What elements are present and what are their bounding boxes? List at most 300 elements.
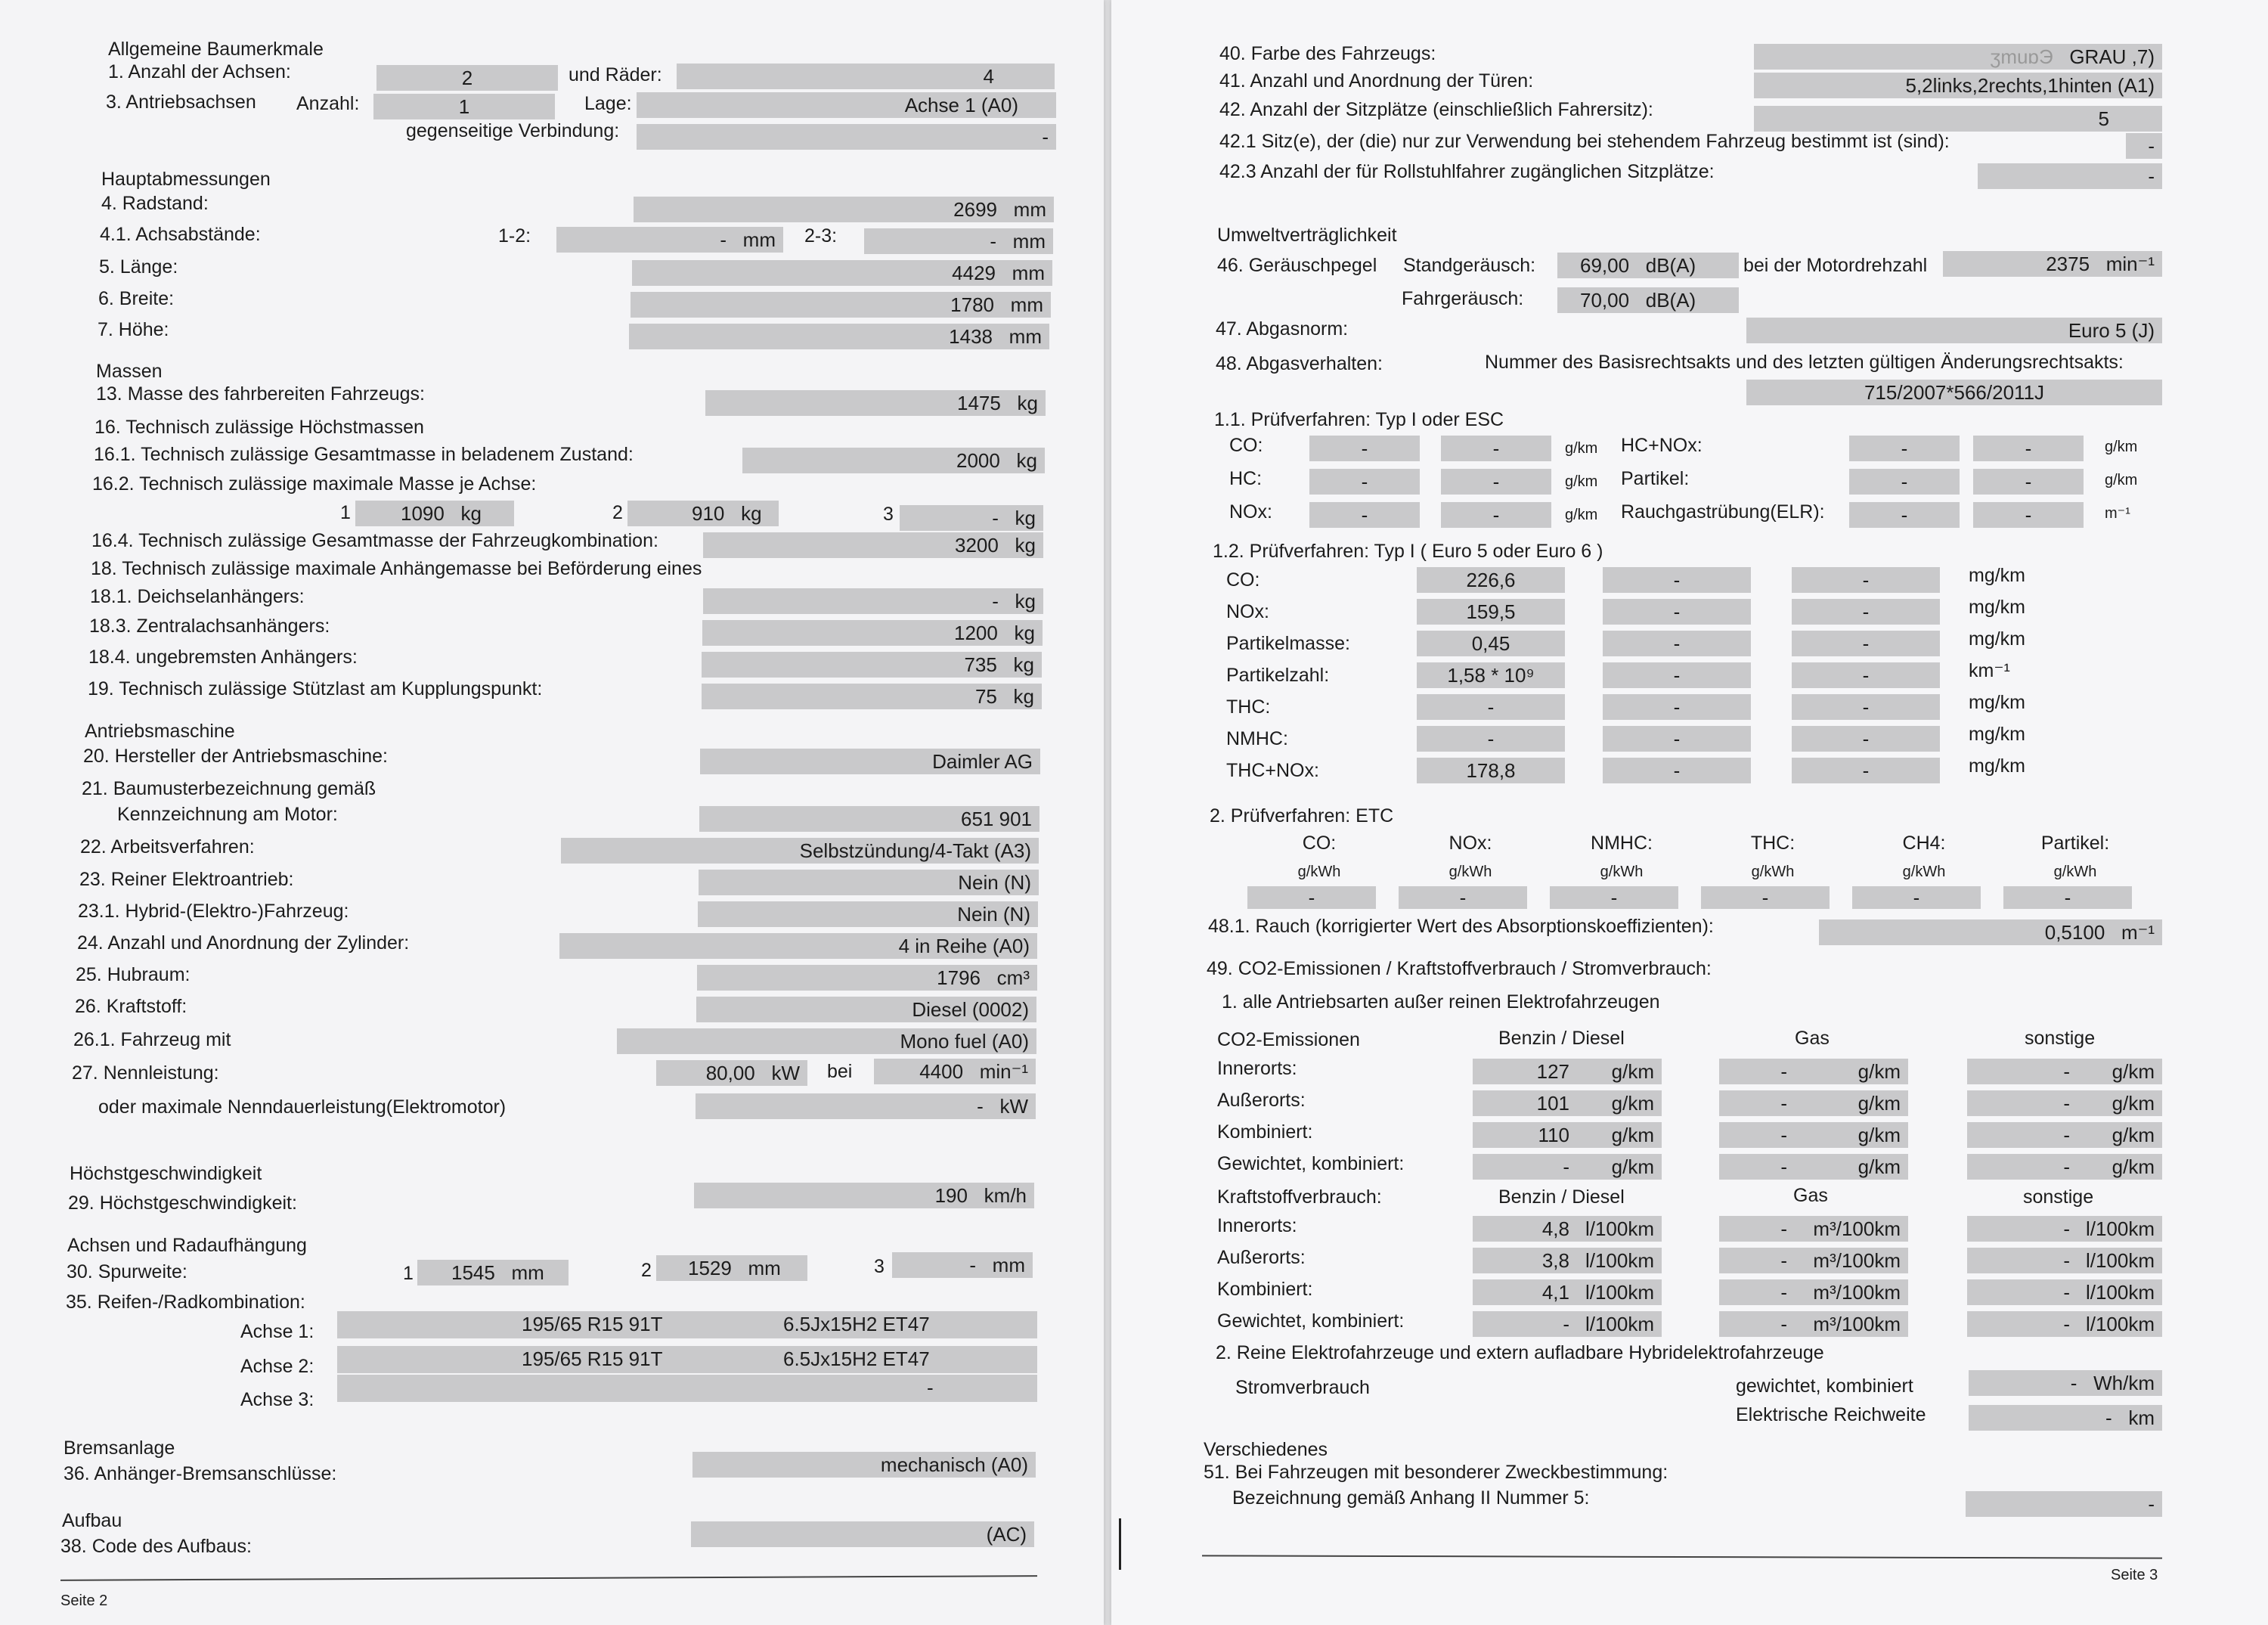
- field-7-number: 1438: [949, 325, 993, 348]
- field-183-unit: kg: [1014, 622, 1035, 644]
- fuel-heading: Kraftstoffverbrauch:: [1217, 1186, 1382, 1208]
- field-46-driving-value: [1557, 287, 1739, 313]
- field-27-rpm-unit: min⁻¹: [979, 1060, 1028, 1083]
- fuel-gas-unit: m³/100km: [1813, 1281, 1901, 1304]
- fuel-column-gas: Gas: [1793, 1185, 1828, 1206]
- axle-3-mass-unit: kg: [1015, 507, 1036, 529]
- fuel-gas-value: -: [1780, 1249, 1787, 1272]
- test-11-name: NOx:: [1229, 501, 1272, 523]
- fuel-gas-unit: m³/100km: [1813, 1249, 1901, 1272]
- test-etc-name: NMHC:: [1591, 833, 1653, 854]
- field-1-wheels-value: 4: [677, 64, 1055, 89]
- field-231-value: Nein (N): [698, 901, 1038, 927]
- field-27-rpm: [874, 1059, 1036, 1084]
- test-12-value: -: [1792, 694, 1940, 720]
- field-27-value: [656, 1060, 807, 1086]
- field-42-label: 42. Anzahl der Sitzplätze (einschließlich Fahrersitz):: [1219, 99, 1653, 120]
- section-brakes-heading: Bremsanlage: [64, 1437, 175, 1459]
- section-dimensions-heading: Hauptabmessungen: [101, 169, 271, 190]
- test-12-value: -: [1792, 599, 1940, 625]
- field-22-value: Selbstzündung/4-Takt (A3): [561, 838, 1039, 864]
- co2-other-value: -: [2063, 1092, 2070, 1115]
- field-22-label: 22. Arbeitsverfahren:: [80, 836, 255, 857]
- field-29-unit: km/h: [984, 1184, 1027, 1207]
- co2-name: Gewichtet, kombiniert:: [1217, 1153, 1405, 1174]
- test-12-value: 159,5: [1417, 599, 1565, 625]
- electric-range-unit: km: [2128, 1406, 2155, 1429]
- field-41-value-23: [864, 228, 1053, 254]
- field-41-span-12: 1-2:: [498, 225, 531, 247]
- field-4-label: 4. Radstand:: [101, 193, 209, 214]
- field-21-value: 651 901: [699, 806, 1040, 832]
- track-3-unit: mm: [992, 1254, 1025, 1276]
- co2-gas-unit: g/km: [1857, 1060, 1901, 1083]
- field-47-value: Euro 5 (J): [1746, 318, 2162, 343]
- axle-2-mass-number: 2: [612, 502, 623, 523]
- axle-1-tyre-label: Achse 1:: [240, 1321, 314, 1342]
- test-12-value: -: [1603, 758, 1751, 783]
- field-423-label: 42.3 Anzahl der für Rollstuhlfahrer zugänglichen Sitzplätze:: [1219, 161, 1715, 182]
- co2-benzin-value: 127: [1536, 1060, 1569, 1083]
- field-183-value: [702, 620, 1043, 646]
- co2-gas-cell: [1719, 1059, 1908, 1084]
- field-41-span-23: 2-3:: [804, 225, 838, 247]
- field-27-at-label: bei: [827, 1061, 853, 1082]
- co2-gas-value: -: [1780, 1155, 1787, 1178]
- field-164-value: [703, 532, 1043, 558]
- fuel-gas-cell: [1719, 1216, 1908, 1242]
- field-19-number: 75: [974, 685, 997, 708]
- test-12-unit: mg/km: [1969, 724, 2025, 745]
- co2-gas-cell: [1719, 1090, 1908, 1116]
- co2-other-value: -: [2063, 1124, 2070, 1146]
- field-421-label: 42.1 Sitz(e), der (die) nur zur Verwendung bei stehendem Fahrzeug bestimmt ist (sind):: [1219, 131, 1950, 152]
- co2-benzin-value: 110: [1538, 1124, 1569, 1146]
- field-40-value: [1754, 44, 2162, 70]
- co2-name: Innerorts:: [1217, 1058, 1297, 1079]
- field-3-position-label: Lage:: [584, 93, 632, 114]
- test-12-value: -: [1792, 726, 1940, 752]
- field-5-label: 5. Länge:: [99, 256, 178, 278]
- field-3-connection-label: gegenseitige Verbindung:: [406, 120, 620, 141]
- fuel-benzin-unit: l/100km: [1585, 1313, 1654, 1335]
- field-46-driving-label: Fahrgeräusch:: [1402, 288, 1524, 309]
- field-7-value: [629, 324, 1049, 349]
- field-27-rpm-number: 4400: [919, 1060, 964, 1083]
- track-1-value: [417, 1260, 569, 1285]
- electric-range-label: Elektrische Reichweite: [1736, 1404, 1926, 1425]
- track-1-number: 1: [403, 1263, 414, 1284]
- fuel-column-other: sonstige: [2023, 1186, 2094, 1208]
- test-etc-value: -: [1550, 886, 1678, 909]
- field-41-value: 5,2links,2rechts,1hinten (A1): [1754, 73, 2162, 98]
- field-161-unit: kg: [1016, 449, 1037, 472]
- field-25-label: 25. Hubraum:: [76, 964, 191, 985]
- fuel-other-value: -: [2063, 1249, 2070, 1272]
- fuel-gas-cell: [1719, 1279, 1908, 1305]
- fuel-benzin-cell: [1473, 1216, 1662, 1242]
- test-11-value: -: [1441, 469, 1551, 495]
- co2-gas-unit: g/km: [1857, 1124, 1901, 1146]
- field-40-faded-text: ʒmuɒЭ: [1990, 45, 2053, 68]
- field-261-value: Mono fuel (A0): [617, 1028, 1036, 1054]
- co2-benzin-cell: [1473, 1090, 1662, 1116]
- field-161-label: 16.1. Technisch zulässige Gesamtmasse in beladenem Zustand:: [94, 444, 634, 465]
- track-3-value: [892, 1252, 1033, 1278]
- field-3-label: 3. Antriebsachsen: [106, 91, 256, 113]
- test-etc-name: Partikel:: [2040, 833, 2110, 854]
- test-11-value-right: -: [1973, 436, 2084, 461]
- test-11-name-right: HC+NOx:: [1621, 435, 1703, 456]
- field-181-value: [703, 588, 1043, 614]
- co2-column-benzin-diesel: Benzin / Diesel: [1498, 1028, 1625, 1049]
- axle-3-tyre-value: -: [337, 1375, 1037, 1402]
- co2-benzin-unit: g/km: [1611, 1124, 1654, 1146]
- electric-weighted-label: gewichtet, kombiniert: [1736, 1375, 1913, 1397]
- field-181-label: 18.1. Deichselanhängers:: [90, 586, 305, 607]
- test-11-heading: 1.1. Prüfverfahren: Typ I oder ESC: [1214, 409, 1504, 430]
- axle-2-mass-amount: 910: [692, 502, 725, 525]
- axle-1-mass-value: [355, 501, 514, 526]
- left-page: [0, 0, 1104, 1625]
- axle-1-mass-number: 1: [340, 502, 351, 523]
- fuel-name: Innerorts:: [1217, 1215, 1297, 1236]
- section-misc-heading: Verschiedenes: [1204, 1439, 1328, 1460]
- test-12-value: -: [1792, 662, 1940, 688]
- test-12-name: THC:: [1226, 696, 1271, 718]
- test-12-value: -: [1792, 631, 1940, 656]
- test-etc-unit: g/kWh: [1600, 864, 1644, 880]
- field-5-value: [632, 260, 1052, 286]
- field-41-unit-12: mm: [742, 228, 776, 251]
- co2-gas-cell: [1719, 1122, 1908, 1148]
- field-19-unit: kg: [1013, 685, 1034, 708]
- test-12-name: NOx:: [1226, 601, 1269, 622]
- test-11-value: -: [1309, 436, 1420, 461]
- fuel-benzin-cell: [1473, 1311, 1662, 1337]
- field-27-number: 80,00: [705, 1062, 755, 1084]
- field-46-standing-label: Standgeräusch:: [1403, 255, 1536, 276]
- field-161-number: 2000: [956, 449, 1000, 472]
- field-181-number: -: [992, 590, 999, 612]
- field-3-connection-value: -: [637, 124, 1056, 150]
- axle-3-tyre-label: Achse 3:: [240, 1389, 314, 1410]
- fuel-gas-value: -: [1780, 1281, 1787, 1304]
- field-184-label: 18.4. ungebremsten Anhängers:: [88, 647, 358, 668]
- field-49-label: 49. CO2-Emissionen / Kraftstoffverbrauch / Stromverbrauch:: [1207, 958, 1712, 979]
- field-20-value: Daimler AG: [700, 749, 1040, 774]
- test-etc-unit: g/kWh: [1751, 864, 1795, 880]
- field-36-value: mechanisch (A0): [692, 1452, 1036, 1478]
- axle-3-mass-amount: -: [992, 507, 999, 529]
- axle-1-mass-amount: 1090: [401, 502, 445, 525]
- test-etc-unit: g/kWh: [1448, 864, 1492, 880]
- field-164-unit: kg: [1015, 534, 1036, 557]
- field-29-value: [694, 1183, 1034, 1208]
- co2-other-unit: g/km: [2112, 1124, 2155, 1146]
- section-environment-heading: Umweltverträglichkeit: [1217, 225, 1397, 246]
- fuel-other-cell: [1967, 1279, 2162, 1305]
- fuel-benzin-unit: l/100km: [1585, 1249, 1654, 1272]
- field-3-position-value: Achse 1 (A0): [637, 92, 1056, 118]
- track-1-unit: mm: [511, 1261, 544, 1284]
- test-12-value: 1,58 * 10⁹: [1417, 662, 1565, 688]
- co2-name: Kombiniert:: [1217, 1121, 1313, 1143]
- co2-other-value: -: [2063, 1060, 2070, 1083]
- axle-3-mass-value: [900, 505, 1043, 531]
- right-footer-rule: [1202, 1555, 2162, 1558]
- track-2-value: [656, 1255, 807, 1281]
- field-13-unit: kg: [1017, 392, 1038, 414]
- field-13-label: 13. Masse des fahrbereiten Fahrzeugs:: [96, 383, 425, 405]
- field-6-label: 6. Breite:: [98, 288, 175, 309]
- co2-benzin-value: 101: [1536, 1092, 1569, 1115]
- co2-benzin-unit: g/km: [1611, 1155, 1654, 1178]
- test-12-value: -: [1603, 599, 1751, 625]
- field-41-unit-23: mm: [1012, 230, 1046, 253]
- field-184-value: [702, 652, 1042, 678]
- field-20-label: 20. Hersteller der Antriebsmaschine:: [83, 746, 388, 767]
- field-25-number: 1796: [937, 966, 981, 989]
- test-11-value-right: -: [1973, 502, 2084, 528]
- field-26-value: Diesel (0002): [696, 997, 1036, 1022]
- test-12-name: NMHC:: [1226, 728, 1288, 749]
- field-3-count-value: 1: [373, 94, 555, 119]
- field-16-label: 16. Technisch zulässige Höchstmassen: [94, 417, 424, 438]
- test-11-value-right: -: [1973, 469, 2084, 495]
- co2-gas-value: -: [1780, 1092, 1787, 1115]
- co2-other-value: -: [2063, 1155, 2070, 1178]
- test-12-name: CO:: [1226, 569, 1260, 591]
- fuel-other-cell: [1967, 1311, 2162, 1337]
- co2-gas-value: -: [1780, 1060, 1787, 1083]
- track-3-number: 3: [874, 1256, 885, 1277]
- fuel-benzin-value: -: [1563, 1313, 1569, 1335]
- co2-benzin-unit: g/km: [1611, 1092, 1654, 1115]
- test-11-name-right: Rauchgastrübung(ELR):: [1621, 501, 1825, 523]
- section-axles-heading: Achsen und Radaufhängung: [67, 1235, 307, 1256]
- test-etc-value: -: [1399, 886, 1527, 909]
- axle-2-tyre-label: Achse 2:: [240, 1356, 314, 1377]
- co2-gas-cell: [1719, 1154, 1908, 1180]
- co2-column-other: sonstige: [2025, 1028, 2096, 1049]
- field-231-label: 23.1. Hybrid-(Elektro-)Fahrzeug:: [78, 901, 349, 922]
- track-2-amount: 1529: [688, 1257, 732, 1279]
- co2-heading: CO2-Emissionen: [1217, 1029, 1360, 1050]
- co2-benzin-value: -: [1563, 1155, 1569, 1178]
- fuel-gas-value: -: [1780, 1217, 1787, 1240]
- field-26-label: 26. Kraftstoff:: [75, 996, 187, 1017]
- right-page-number: Seite 3: [2111, 1567, 2158, 1583]
- co2-benzin-unit: g/km: [1611, 1060, 1654, 1083]
- axle-3-mass-number: 3: [883, 504, 894, 525]
- electric-weighted-number: -: [2070, 1372, 2077, 1394]
- test-12-value: -: [1792, 758, 1940, 783]
- test-etc-unit: g/kWh: [1297, 864, 1341, 880]
- co2-name: Außerorts:: [1217, 1090, 1306, 1111]
- axle-1-mass-unit: kg: [460, 502, 482, 525]
- field-162-label: 16.2. Technisch zulässige maximale Masse je Achse:: [92, 473, 537, 495]
- fuel-benzin-value: 3,8: [1541, 1249, 1569, 1272]
- field-5-number: 4429: [952, 262, 996, 284]
- field-49-subheading-1: 1. alle Antriebsarten außer reinen Elektrofahrzeugen: [1222, 991, 1660, 1013]
- field-42-value: 5: [1754, 106, 2162, 132]
- co2-other-unit: g/km: [2112, 1155, 2155, 1178]
- test-12-unit: mg/km: [1969, 565, 2025, 586]
- field-184-number: 735: [964, 653, 997, 676]
- field-46-rpm-number: 2375: [2046, 253, 2090, 275]
- field-46-label: 46. Geräuschpegel: [1217, 255, 1377, 276]
- fuel-benzin-value: 4,8: [1541, 1217, 1569, 1240]
- co2-other-cell: [1967, 1090, 2162, 1116]
- fuel-other-unit: l/100km: [2085, 1217, 2155, 1240]
- test-11-unit: g/km: [1565, 440, 1598, 457]
- field-183-number: 1200: [954, 622, 998, 644]
- axle-1-tyre-value: [337, 1311, 1037, 1338]
- field-23-value: Nein (N): [699, 870, 1039, 895]
- electric-range-number: -: [2105, 1406, 2112, 1429]
- field-181-unit: kg: [1015, 590, 1036, 612]
- field-27b-label: oder maximale Nenndauerleistung(Elektromotor): [98, 1096, 507, 1118]
- field-7-label: 7. Höhe:: [98, 319, 169, 340]
- test-12-value: -: [1792, 567, 1940, 593]
- field-46-rpm-unit: min⁻¹: [2105, 253, 2155, 275]
- test-etc-name: CH4:: [1902, 833, 1946, 854]
- fuel-other-unit: l/100km: [2085, 1313, 2155, 1335]
- field-1-label: 1. Anzahl der Achsen:: [108, 61, 291, 82]
- field-4-value: [634, 197, 1054, 222]
- field-3-count-label: Anzahl:: [296, 93, 360, 114]
- co2-other-cell: [1967, 1154, 2162, 1180]
- test-12-value: -: [1417, 726, 1565, 752]
- test-12-value: -: [1603, 567, 1751, 593]
- field-49-subheading-2: 2. Reine Elektrofahrzeuge und extern aufladbare Hybridelektrofahrzeuge: [1216, 1342, 1824, 1363]
- field-25-unit: cm³: [996, 966, 1030, 989]
- fuel-benzin-unit: l/100km: [1585, 1217, 1654, 1240]
- field-46-driving-number: 70,00: [1580, 289, 1630, 312]
- field-38-label: 38. Code des Aufbaus:: [60, 1536, 252, 1557]
- test-etc-name: CO:: [1302, 833, 1337, 854]
- field-51-value: -: [1966, 1491, 2162, 1517]
- test-etc-name: THC:: [1750, 833, 1796, 854]
- axle-2-tyre-value: [337, 1346, 1037, 1373]
- field-164-label: 16.4. Technisch zulässige Gesamtmasse der Fahrzeugkombination:: [91, 530, 658, 551]
- test-11-value: -: [1441, 436, 1551, 461]
- test-11-name-right: Partikel:: [1621, 468, 1690, 489]
- co2-benzin-cell: [1473, 1059, 1662, 1084]
- fuel-gas-cell: [1719, 1248, 1908, 1273]
- co2-other-unit: g/km: [2112, 1060, 2155, 1083]
- fuel-benzin-unit: l/100km: [1585, 1281, 1654, 1304]
- test-etc-unit: g/kWh: [1902, 864, 1946, 880]
- field-421-value: -: [2126, 133, 2162, 159]
- test-11-name: HC:: [1229, 468, 1263, 489]
- field-261-label: 26.1. Fahrzeug mit: [73, 1029, 231, 1050]
- test-12-name: Partikelmasse:: [1226, 633, 1350, 654]
- section-general-heading: Allgemeine Baumerkmale: [108, 39, 324, 60]
- co2-column-gas: Gas: [1795, 1028, 1830, 1049]
- axle-2-mass-unit: kg: [741, 502, 762, 525]
- field-25-value: [697, 965, 1037, 991]
- field-41-number-12: -: [720, 228, 727, 251]
- test-11-value-right: -: [1849, 469, 1960, 495]
- co2-benzin-cell: [1473, 1154, 1662, 1180]
- field-41-label: 4.1. Achsabstände:: [100, 224, 261, 245]
- axle-2-tyre-size: 195/65 R15 91T: [522, 1347, 663, 1370]
- test-etc-heading: 2. Prüfverfahren: ETC: [1210, 805, 1394, 826]
- test-12-unit: mg/km: [1969, 628, 2025, 650]
- test-12-value: -: [1603, 662, 1751, 688]
- test-12-unit: km⁻¹: [1969, 660, 2010, 681]
- field-41-number-23: -: [990, 230, 996, 253]
- test-etc-unit: g/kWh: [2053, 864, 2097, 880]
- field-19-label: 19. Technisch zulässige Stützlast am Kupplungspunkt:: [88, 678, 543, 699]
- field-6-number: 1780: [950, 293, 994, 316]
- field-27b-unit: kW: [999, 1095, 1028, 1118]
- left-footer-rule: [60, 1575, 1037, 1581]
- section-mass-heading: Massen: [96, 361, 163, 382]
- field-481-unit: m⁻¹: [2121, 921, 2155, 944]
- field-51-sublabel: Bezeichnung gemäß Anhang II Nummer 5:: [1232, 1487, 1590, 1509]
- test-12-unit: mg/km: [1969, 597, 2025, 618]
- test-etc-value: -: [1701, 886, 1830, 909]
- test-12-name: THC+NOx:: [1226, 760, 1319, 781]
- fuel-benzin-cell: [1473, 1248, 1662, 1273]
- field-38-value: (AC): [691, 1521, 1034, 1547]
- field-36-label: 36. Anhänger-Bremsanschlüsse:: [64, 1463, 337, 1484]
- field-27-label: 27. Nennleistung:: [72, 1062, 219, 1084]
- right-margin-mark: [1119, 1518, 1121, 1570]
- field-5-unit: mm: [1012, 262, 1045, 284]
- test-12-unit: mg/km: [1969, 692, 2025, 713]
- section-body-heading: Aufbau: [62, 1510, 122, 1531]
- field-161-value: [742, 448, 1045, 473]
- field-21-label-continued: Kennzeichnung am Motor:: [117, 804, 338, 825]
- field-35-label: 35. Reifen-/Radkombination:: [66, 1292, 305, 1313]
- electric-weighted-unit: Wh/km: [2093, 1372, 2155, 1394]
- test-11-unit-right: g/km: [2105, 472, 2138, 488]
- field-21-label: 21. Baumusterbezeichnung gemäß: [82, 778, 376, 799]
- test-etc-value: -: [2003, 886, 2132, 909]
- co2-benzin-cell: [1473, 1122, 1662, 1148]
- axle-2-rim: 6.5Jx15H2 ET47: [783, 1347, 930, 1370]
- test-12-name: Partikelzahl:: [1226, 665, 1330, 686]
- field-18-label: 18. Technisch zulässige maximale Anhängemasse bei Beförderung eines: [91, 558, 702, 579]
- fuel-benzin-cell: [1473, 1279, 1662, 1305]
- fuel-other-unit: l/100km: [2085, 1281, 2155, 1304]
- field-48-value: 715/2007*566/2011J: [1746, 380, 2162, 405]
- field-481-value: [1819, 919, 2162, 945]
- fuel-gas-value: -: [1780, 1313, 1787, 1335]
- field-6-value: [631, 292, 1051, 318]
- field-46-rpm-value: [1943, 251, 2162, 277]
- field-13-number: 1475: [957, 392, 1001, 414]
- field-1-value: 2: [376, 65, 558, 91]
- field-46-rpm-label: bei der Motordrehzahl: [1743, 255, 1928, 276]
- test-12-value: 0,45: [1417, 631, 1565, 656]
- co2-other-cell: [1967, 1122, 2162, 1148]
- fuel-gas-unit: m³/100km: [1813, 1217, 1901, 1240]
- field-40-color: GRAU ,7): [2069, 45, 2155, 68]
- co2-gas-unit: g/km: [1857, 1092, 1901, 1115]
- fuel-gas-unit: m³/100km: [1813, 1313, 1901, 1335]
- co2-other-cell: [1967, 1059, 2162, 1084]
- field-41-label: 41. Anzahl und Anordnung der Türen:: [1219, 70, 1534, 91]
- fuel-other-value: -: [2063, 1281, 2070, 1304]
- test-11-value-right: -: [1849, 436, 1960, 461]
- field-46-standing-unit: dB(A): [1645, 254, 1696, 277]
- field-1-wheels-label: und Räder:: [569, 64, 662, 85]
